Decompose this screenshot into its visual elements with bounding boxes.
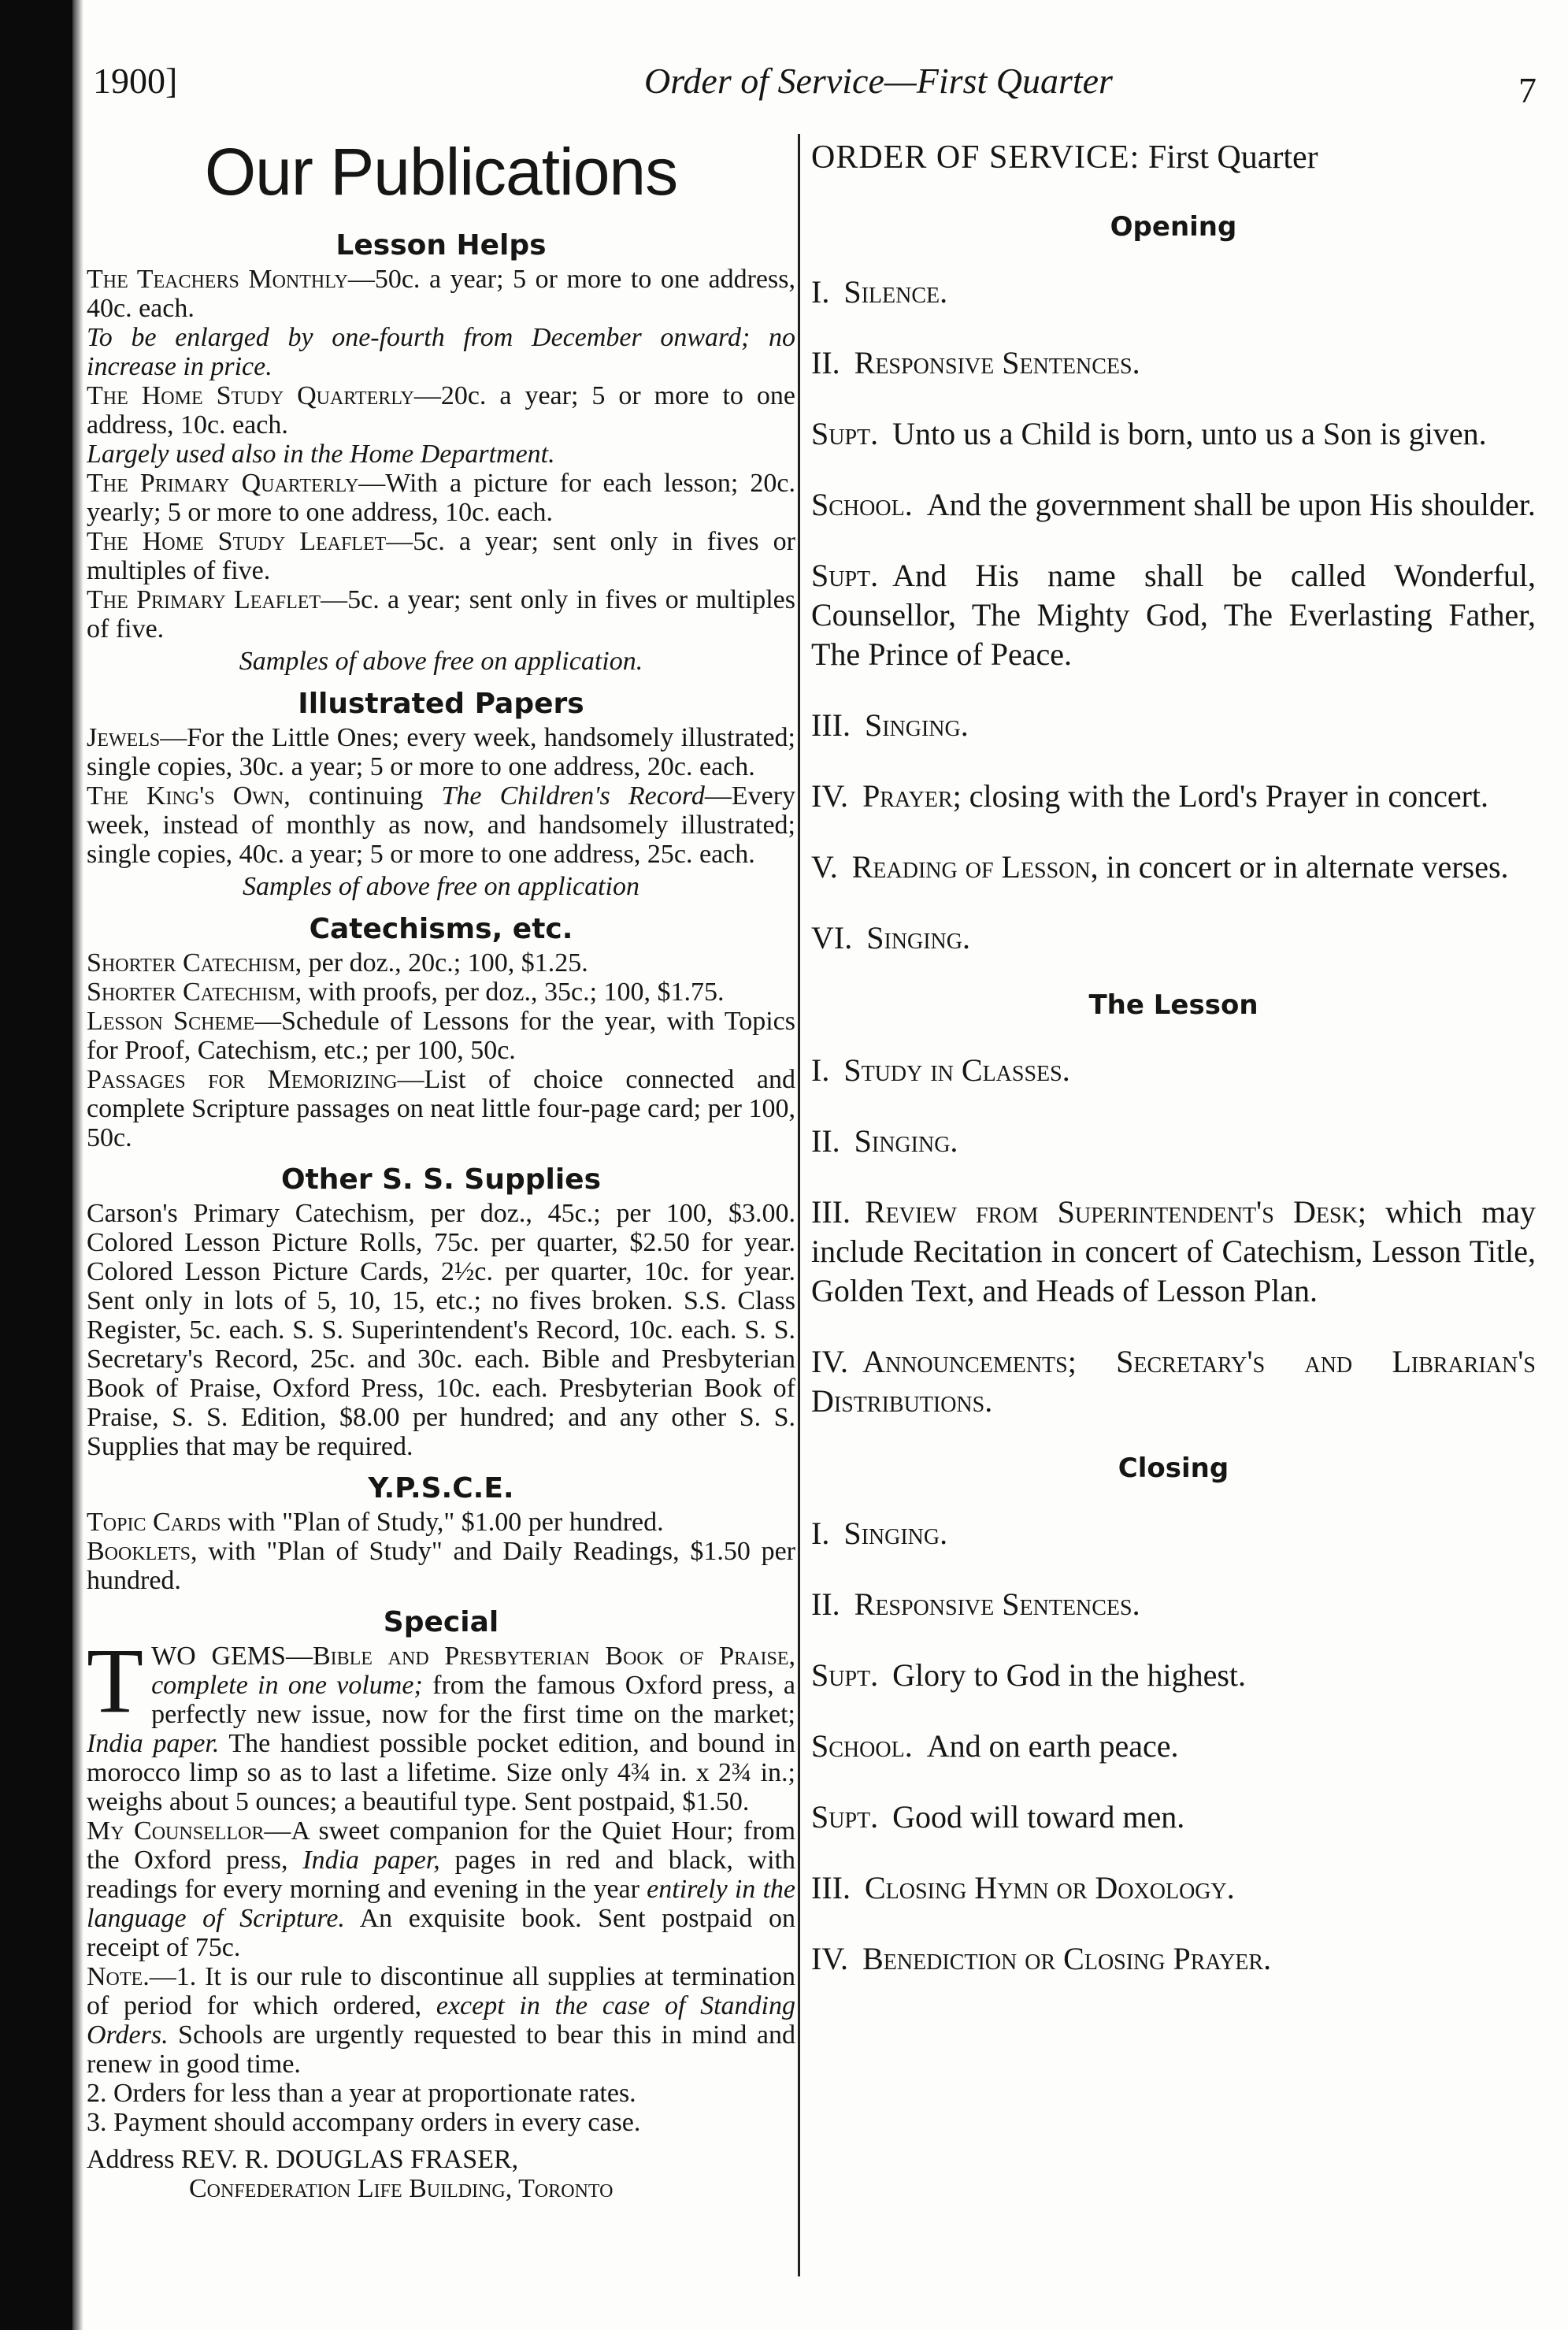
publications-column (87, 126, 795, 2292)
shorter-catechism-proofs-entry: Shorter Catechism, with proofs, per doz., 35c.; 100, $1.75. (87, 978, 725, 1007)
topic-cards-entry: Topic Cards with "Plan of Study," $1.00 per hundred. (87, 1508, 664, 1537)
two-gems-block (87, 1629, 795, 1816)
binding-edge (72, 0, 83, 2330)
home-study-leaflet-entry: The Home Study Leaflet—5c. a year; sent only in fives or multiples of five. (87, 527, 795, 585)
book-binding-shadow (0, 0, 72, 2330)
teachers-monthly-note: To be enlarged by one-fourth from December onward; no increase in price. (87, 323, 795, 381)
closing-item-2: II. Responsive Sentences. (811, 1586, 1140, 1622)
other-supplies-heading: Other S. S. Supplies (280, 1163, 602, 1196)
opening-item-3: III. Singing. (811, 707, 969, 743)
two-gems-entry: WO GEMS—Bible and Presbyterian Book of Praise, complete in one volume; from the famous Oxford press, a perfectly new issue, now for the first time on the market; India paper. The handiest possible pocket edition, and bound in morocco limp so as to last a lifetime. Size only 4¾ in. x 2¾ in.; weighs about 5 ounces; a beautiful type. Sent postpaid, $1.50. (87, 1642, 795, 1816)
opening-item-6: VI. Singing. (811, 920, 970, 955)
page-header (93, 52, 1536, 115)
closing-heading: Closing (1118, 1453, 1229, 1484)
closing-response-1: Supt. Glory to God in the highest. (811, 1657, 1247, 1693)
note-2: 2. Orders for less than a year at proportionate rates. (87, 2079, 636, 2108)
closing-item-4: IV. Benediction or Closing Prayer. (811, 1941, 1272, 1976)
running-title: Order of Service—First Quarter (644, 61, 1113, 101)
header-year: 1900] (93, 61, 178, 101)
publications-title: Our Publications (204, 135, 678, 209)
opening-item-4: IV. Prayer; closing with the Lord's Prayer in concert. (811, 778, 1489, 814)
lesson-item-4: IV. Announcements; Secretary's and Librarian's Distributions. (811, 1344, 1536, 1419)
primary-quarterly-entry: The Primary Quarterly—With a picture for each lesson; 20c. yearly; 5 or more to one address, 10c. each. (87, 469, 795, 527)
order-of-service-title: ORDER OF SERVICE: First Quarter (811, 139, 1318, 176)
column-divider (798, 134, 800, 2276)
opening-item-5: V. Reading of Lesson, in concert or in alternate verses. (811, 849, 1509, 885)
note-3: 3. Payment should accompany orders in every case. (87, 2108, 641, 2137)
lesson-item-1: I. Study in Classes. (811, 1052, 1070, 1088)
closing-response-2: School. And on earth peace. (811, 1728, 1179, 1764)
opening-response-2: School. And the government shall be upon His shoulder. (811, 487, 1536, 522)
opening-item-1: I. Silence. (811, 274, 948, 310)
address-line-1: Address REV. R. DOUGLAS FRASER, (87, 2145, 519, 2174)
lesson-helps-samples-note: Samples of above free on application. (239, 647, 643, 676)
note-1: Note.—1. It is our rule to discontinue all supplies at termination of period for which ordered, except in the case of Standing Orders. Schools are urgently requested to bear this in mind and renew in good time. (87, 1962, 795, 2079)
lesson-heading: The Lesson (1088, 989, 1258, 1021)
closing-item-1: I. Singing. (811, 1516, 948, 1551)
opening-heading: Opening (1110, 211, 1237, 243)
lesson-item-3: III. Review from Superintendent's Desk; which may include Recitation in concert of Catechism, Lesson Title, Golden Text, and Heads of Lesson Plan. (811, 1194, 1536, 1308)
drop-cap: T (87, 1629, 144, 1732)
jewels-entry: Jewels—For the Little Ones; every week, handsomely illustrated; single copies, 30c. a year; 5 or more to one address, 20c. each. (87, 723, 795, 781)
primary-leaflet-entry: The Primary Leaflet—5c. a year; sent only in fives or multiples of five. (87, 585, 795, 644)
closing-response-3: Supt. Good will toward men. (811, 1799, 1185, 1835)
opening-response-1: Supt. Unto us a Child is born, unto us a Son is given. (811, 416, 1487, 451)
lesson-scheme-entry: Lesson Scheme—Schedule of Lessons for the year, with Topics for Proof, Catechism, etc.; per 100, 50c. (87, 1007, 795, 1065)
home-study-quarterly-entry: The Home Study Quarterly—20c. a year; 5 or more to one address, 10c. each. (87, 381, 795, 440)
shorter-catechism-entry: Shorter Catechism, per doz., 20c.; 100, $1.25. (87, 948, 588, 978)
order-of-service-column (811, 134, 1536, 2292)
lesson-item-2: II. Singing. (811, 1123, 958, 1159)
catechisms-heading: Catechisms, etc. (309, 913, 573, 945)
passages-memorizing-entry: Passages for Memorizing—List of choice connected and complete Scripture passages on neat little four-page card; per 100, 50c. (87, 1065, 795, 1152)
address-line-2: Confederation Life Building, Toronto (189, 2174, 613, 2203)
page-number: 7 (1518, 70, 1536, 110)
lesson-helps-heading: Lesson Helps (335, 229, 547, 262)
illustrated-papers-heading: Illustrated Papers (298, 688, 584, 720)
address-block (87, 2145, 795, 2203)
kings-own-entry: The King's Own, continuing The Children's Record—Every week, instead of monthly as now, and handsomely illustrated; single copies, 40c. a year; 5 or more to one address, 25c. each. (87, 781, 795, 869)
ypsce-heading: Y.P.S.C.E. (368, 1472, 514, 1504)
other-supplies-text: Carson's Primary Catechism, per doz., 45c.; per 100, $3.00. Colored Lesson Picture Rolls, 75c. per quarter, $2.50 for year. Colored Lesson Picture Cards, 2½c. per quarter, 10c. for year. Sent only in lots of 5, 10, 15, etc.; no fives broken. S.S. Class Register, 5c. each. S. S. Superintendent's Record, 10c. each. S. S. Secretary's Record, 25c. and 30c. each. Bible and Presbyterian Book of Praise, Oxford Press, 10c. each. Presbyterian Book of Praise, S. S. Edition, $8.00 per hundred; and any other S. S. Supplies that may be required. (87, 1199, 795, 1461)
my-counsellor-entry: My Counsellor—A sweet companion for the Quiet Hour; from the Oxford press, India paper, pages in red and black, with readings for every morning and evening in the year entirely in the language of Scripture. An exquisite book. Sent postpaid on receipt of 75c. (87, 1816, 795, 1962)
opening-item-2: II. Responsive Sentences. (811, 345, 1140, 380)
illustrated-samples-note: Samples of above free on application (243, 872, 639, 901)
closing-item-3: III. Closing Hymn or Doxology. (811, 1870, 1235, 1905)
booklets-entry: Booklets, with "Plan of Study" and Daily Readings, $1.50 per hundred. (87, 1537, 795, 1595)
opening-response-3: Supt. And His name shall be called Wonderful, Counsellor, The Mighty God, The Everlasting Father, The Prince of Peace. (811, 558, 1536, 672)
teachers-monthly-entry: The Teachers Monthly—50c. a year; 5 or more to one address, 40c. each. (87, 265, 795, 323)
home-study-quarterly-note: Largely used also in the Home Department. (87, 440, 555, 469)
special-heading: Special (383, 1606, 499, 1638)
